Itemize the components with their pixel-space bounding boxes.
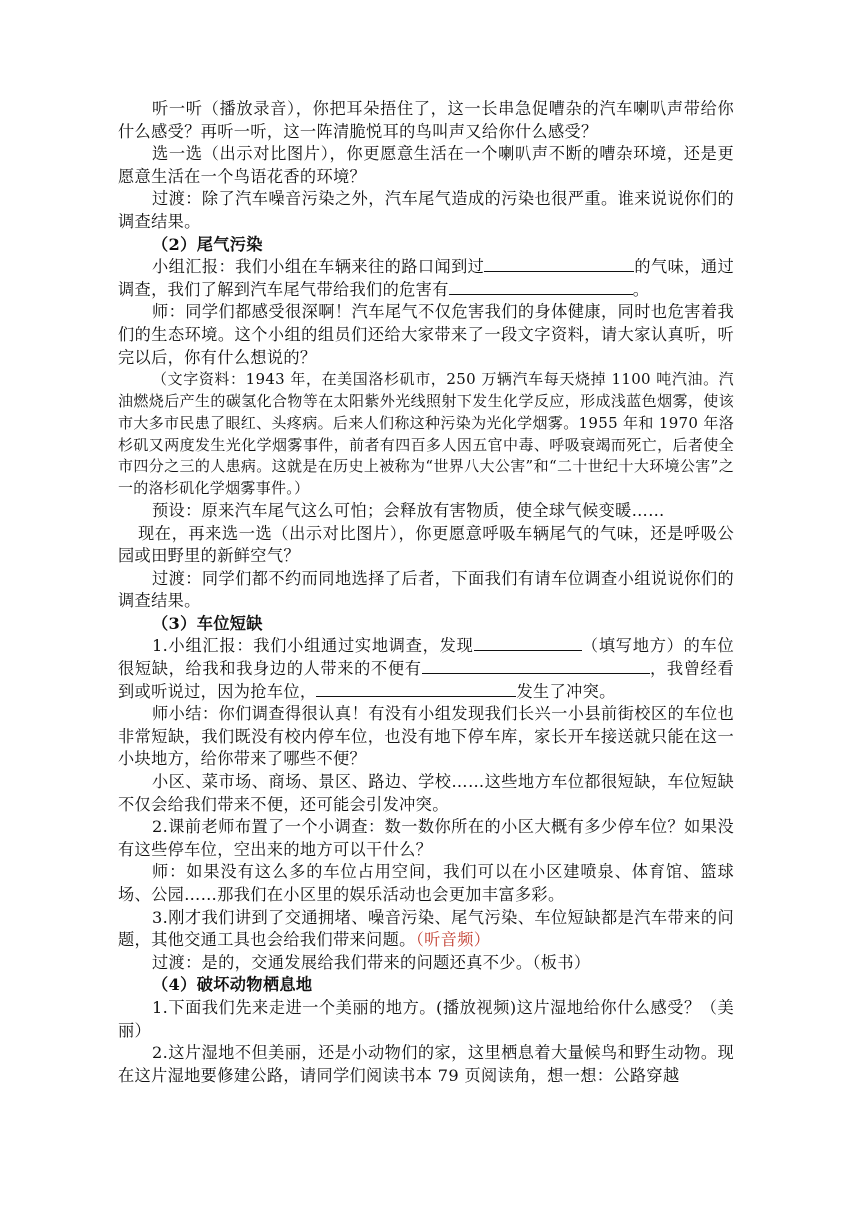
paragraph-other-transport [118, 907, 734, 952]
section-heading-parking: （3）车位短缺 [152, 613, 263, 633]
fill-blank[interactable] [316, 682, 516, 697]
paragraph-transition-1: 过渡：除了汽车噪音污染之外，汽车尾气造成的污染也很严重。谁来说说你们的调查结果。 [118, 189, 734, 231]
text-segment: 小组汇报：我们小组在车辆来往的路口闻到过 [152, 257, 485, 277]
paragraph-group-report-exhaust [118, 256, 734, 301]
text-segment: 。 [632, 279, 650, 299]
text-segment: 发生了冲突。 [516, 681, 616, 701]
text-segment: 1.小组汇报：我们小组通过实地调查，发现 [152, 636, 474, 656]
fill-blank[interactable] [484, 257, 634, 272]
text-segment: ，我曾经看到或听说过，因为抢车位， [118, 659, 735, 701]
paragraph-teacher-exhaust: 师：同学们都感受很深啊！汽车尾气不仅危害我们的身体健康，同时也危害着我们的生态环境。这个小组的组员们还给大家带来了一段文字资料，请大家认真听，听完以后，你有什么想说的？ [118, 302, 734, 367]
paragraph-transition-3: 过渡：是的，交通发展给我们带来的问题还真不少。（板书） [152, 952, 591, 972]
paragraph-places: 小区、菜市场、商场、景区、路边、学校……这些地方车位都很短缺，车位短缺不仅会给我们带来不便，还可能会引发冲突。 [118, 772, 734, 814]
audio-note: （听音频） [415, 930, 491, 950]
section-heading-habitat: （4）破坏动物栖息地 [152, 975, 313, 995]
paragraph-teacher-space: 师：如果没有这么多的车位占用空间，我们可以在小区建喷泉、体育馆、篮球场、公园……那我们在小区里的娱乐活动也会更加丰富多彩。 [118, 862, 734, 904]
text-segment: 的气味，通过调查，我们了解到汽车尾气带给我们的危害有 [118, 257, 735, 299]
paragraph-choose: 选一选（出示对比图片），你更愿意生活在一个喇叭声不断的嘈杂环境，还是更愿意生活在一个鸟语花香的环境？ [118, 144, 734, 186]
paragraph-text-material: （文字资料：1943 年，在美国洛杉矶市，250 万辆汽车每天烧掉 1100 吨汽油。汽油燃烧后产生的碳氢化合物等在太阳紫外光线照射下发生化学反应，形成浅蓝色烟雾，使该市大多市民患了眼红、头疼病。后来人们称这种污染为光化学烟雾。1955 年和 1970 年洛杉矶又两度发生光化学烟雾事件，前者有四百多人因五官中毒、呼吸衰竭而死亡，后者使全市四分之三的人患病。这就是在历史上被称为“世界八大公害”和“二十世纪十大环境公害”之一的洛杉矶化学烟雾事件。） [118, 370, 734, 498]
paragraph-group-report-parking [118, 635, 734, 703]
paragraph-survey: 2.课前老师布置了一个小调查：数一数你所在的小区大概有多少停车位？如果没有这些停车位，空出来的地方可以干什么？ [118, 817, 734, 859]
section-heading-exhaust: （2）尾气污染 [152, 234, 263, 254]
fill-blank[interactable] [449, 280, 633, 295]
fill-blank[interactable] [422, 659, 650, 674]
paragraph-listen: 听一听（播放录音），你把耳朵捂住了，这一长串急促嘈杂的汽车喇叭声带给你什么感受？再听一听，这一阵清脆悦耳的鸟叫声又给你什么感受？ [118, 99, 734, 141]
paragraph-wetland-road: 2.这片湿地不但美丽，还是小动物们的家，这里栖息着大量候鸟和野生动物。现在这片湿地要修建公路，请同学们阅读书本 79 页阅读角，想一想：公路穿越 [118, 1043, 734, 1085]
paragraph-preset: 预设：原来汽车尾气这么可怕；会释放有害物质，使全球气候变暖…… [152, 500, 665, 520]
text-segment: 3.刚才我们讲到了交通拥堵、噪音污染、尾气污染、车位短缺都是汽车带来的问题，其他交通工具也会给我们带来问题。 [118, 907, 734, 950]
paragraph-choose-again: 现在，再来选一选（出示对比图片），你更愿意呼吸车辆尾气的气味，还是呼吸公园或田野里的新鲜空气？ [118, 523, 734, 566]
paragraph-wetland-video: 1.下面我们先来走进一个美丽的地方。(播放视频)这片湿地给你什么感受？（美丽） [118, 997, 734, 1040]
paragraph-transition-2: 过渡：同学们都不约而同地选择了后者，下面我们有请车位调查小组说说你们的调查结果。 [118, 568, 734, 611]
fill-blank[interactable] [474, 636, 582, 651]
document-body [118, 98, 734, 1087]
paragraph-teacher-summary: 师小结：你们调查得很认真！有没有小组发现我们长兴一小县前街校区的车位也非常短缺，我们既没有校内停车位，也没有地下停车库，家长开车接送就只能在这一小块地方，给你带来了哪些不便？ [118, 704, 734, 769]
text-segment: （填写地方）的车位很短缺，给我和我身边的人带来的不便有 [118, 636, 734, 679]
